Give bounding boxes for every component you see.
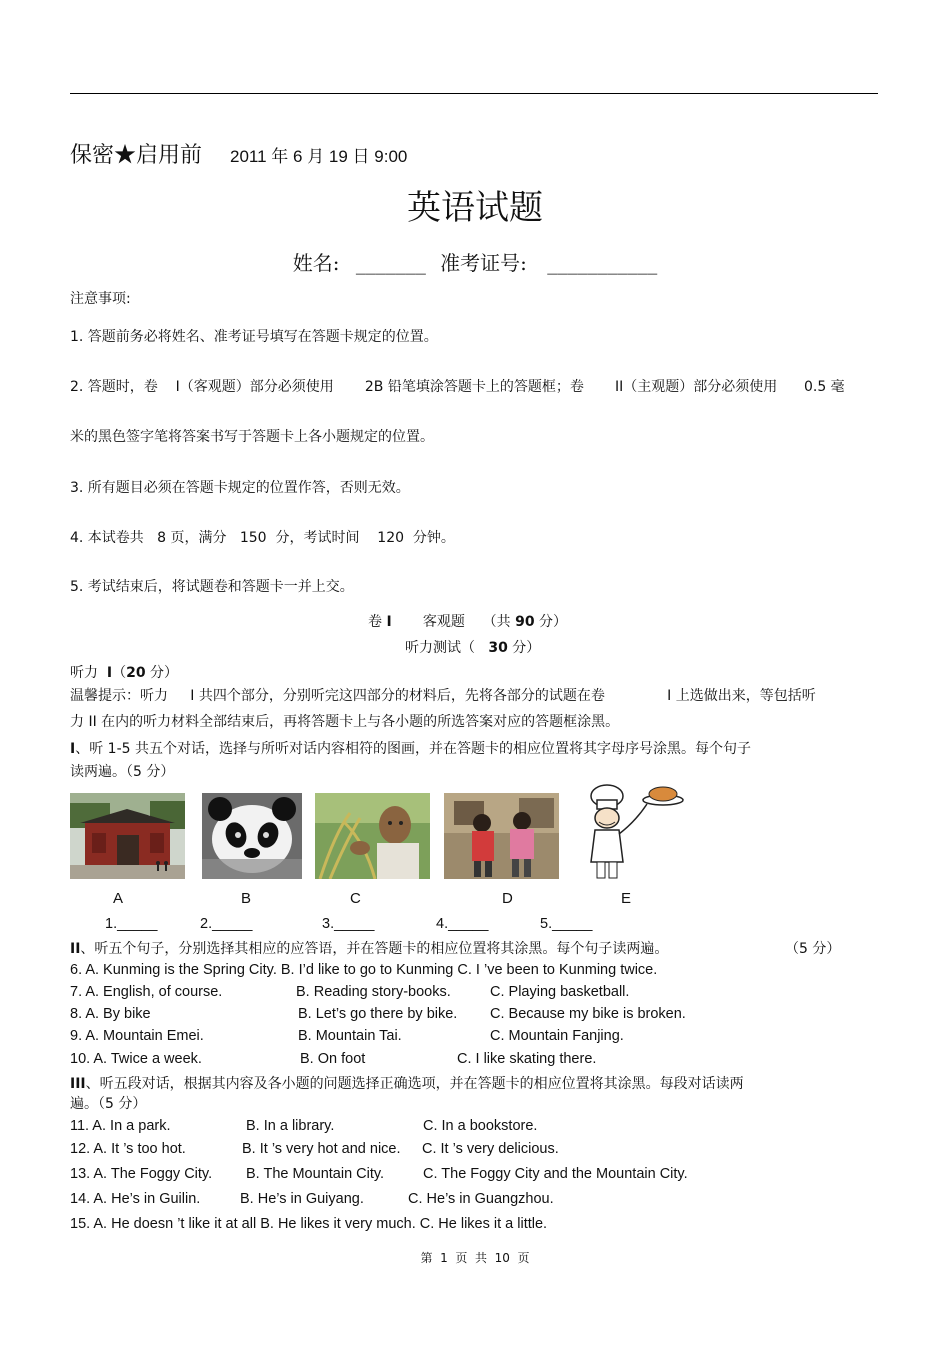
q12-option-a: 12. A. It ’s too hot. bbox=[70, 1141, 186, 1157]
confidential-line bbox=[70, 138, 407, 169]
chef-drawing-icon bbox=[575, 782, 687, 882]
note-2-cont: 米的黑色签字笔将答案书写于答题卡上各小题规定的位置。 bbox=[70, 429, 434, 445]
volume-number: I bbox=[386, 614, 392, 630]
q11-option-b: B. In a library. bbox=[246, 1118, 335, 1134]
part-mid: （ bbox=[112, 665, 127, 681]
part3-line1: 、听五段对话，根据其内容及各小题的问题选择正确选项，并在答题卡的相应位置将其涂黑。每段对话读两 bbox=[85, 1076, 744, 1092]
part3-number: III bbox=[70, 1076, 86, 1092]
part2-score: （5 分） bbox=[785, 941, 841, 957]
part-heading bbox=[70, 662, 178, 682]
q7-option-c: C. Playing basketball. bbox=[490, 984, 630, 1000]
tip-line-1: 温馨提示：听力 I 共四个部分，分别听完这四部分的材料后，先将各部分的试题在卷 I 上选做出来，等包括听 bbox=[70, 688, 816, 704]
volume-suffix: 分） bbox=[534, 614, 568, 630]
q14-option-b: B. He’s in Guiyang. bbox=[240, 1191, 364, 1207]
q13-option-a: 13. A. The Foggy City. bbox=[70, 1166, 213, 1182]
q8-option-c: C. Because my bike is broken. bbox=[490, 1006, 686, 1022]
answer-blank-5[interactable]: 5._____ bbox=[540, 916, 593, 932]
notes-heading: 注意事项: bbox=[70, 291, 131, 307]
part3-instruction-cont: 遍。（5 分） bbox=[70, 1096, 147, 1112]
q9-option-c: C. Mountain Fanjing. bbox=[490, 1028, 624, 1044]
answer-blank-1[interactable]: 1._____ bbox=[105, 916, 158, 932]
part2-number: II bbox=[70, 941, 81, 957]
gate-photo-icon bbox=[70, 793, 185, 879]
note-1: 1. 答题前务必将姓名、准考证号填写在答题卡规定的位置。 bbox=[70, 329, 438, 345]
note-2: 2. 答题时，卷 I（客观题）部分必须使用 2B 铅笔填涂答题卡上的答题框；卷 II（主观题）部分必须使用 0.5 毫 bbox=[70, 379, 845, 395]
q14-option-a: 14. A. He’s in Guilin. bbox=[70, 1191, 201, 1207]
q13-option-b: B. The Mountain City. bbox=[246, 1166, 385, 1182]
q10-option-b: B. On foot bbox=[300, 1051, 366, 1067]
volume-score: 90 bbox=[515, 614, 535, 630]
picture-label-e: E bbox=[621, 890, 632, 907]
id-label: 准考证号: bbox=[440, 251, 527, 275]
part-prefix: 听力 bbox=[70, 665, 107, 681]
part3-instruction bbox=[70, 1073, 744, 1093]
q11-option-a: 11. A. In a park. bbox=[70, 1118, 171, 1134]
question-6: 6. A. Kunming is the Spring City. B. I’d like to go to Kunming C. I ’ve been to Kunming twice. bbox=[70, 962, 658, 978]
exam-datetime: 2011 年 6 月 19 日 9:00 bbox=[230, 147, 408, 166]
q12-option-c: C. It ’s very delicious. bbox=[422, 1141, 559, 1157]
part1-number: I bbox=[70, 741, 76, 757]
listening-suffix: 分） bbox=[507, 640, 541, 656]
q8-option-a: 8. A. By bike bbox=[70, 1006, 151, 1022]
part-number: I bbox=[106, 665, 113, 681]
candidate-info bbox=[0, 247, 950, 276]
page-footer: 第 1 页 共 10 页 bbox=[420, 1251, 530, 1265]
id-blank: ___________ bbox=[547, 251, 658, 275]
children-photo-icon bbox=[444, 793, 559, 879]
part1-line1: 、听 1-5 共五个对话，选择与所听对话内容相符的图画，并在答题卡的相应位置将其字母序号涂黑。每个句子 bbox=[75, 741, 751, 757]
part2-line: 、听五个句子，分别选择其相应的应答语，并在答题卡的相应位置将其涂黑。每个句子读两遍。 bbox=[80, 941, 669, 957]
exam-title: 英语试题 bbox=[407, 188, 543, 228]
q8-option-b: B. Let’s go there by bike. bbox=[298, 1006, 458, 1022]
note-5: 5. 考试结束后，将试题卷和答题卡一并上交。 bbox=[70, 579, 354, 595]
listening-heading bbox=[405, 637, 540, 657]
picture-label-d: D bbox=[502, 890, 513, 907]
picture-label-b: B bbox=[241, 890, 252, 907]
part1-instruction bbox=[70, 738, 751, 758]
q12-option-b: B. It ’s very hot and nice. bbox=[242, 1141, 401, 1157]
volume-prefix: 卷 bbox=[368, 614, 387, 630]
answer-blank-4[interactable]: 4._____ bbox=[436, 916, 489, 932]
volume-mid: 客观题 （共 bbox=[391, 614, 516, 630]
question-15: 15. A. He doesn ’t like it at all B. He likes it very much. C. He likes it a little. bbox=[70, 1216, 548, 1232]
part-score: 20 bbox=[126, 665, 146, 681]
volume-heading bbox=[368, 611, 567, 631]
part-suffix: 分） bbox=[145, 665, 179, 681]
part1-instruction-cont: 读两遍。（5 分） bbox=[70, 764, 175, 780]
confidential-label: 保密★启用前 bbox=[70, 143, 203, 168]
q10-option-c: C. I like skating there. bbox=[457, 1051, 597, 1067]
name-blank: _______ bbox=[355, 251, 426, 275]
q9-option-b: B. Mountain Tai. bbox=[298, 1028, 402, 1044]
q9-option-a: 9. A. Mountain Emei. bbox=[70, 1028, 204, 1044]
q7-option-b: B. Reading story-books. bbox=[296, 984, 451, 1000]
q14-option-c: C. He’s in Guangzhou. bbox=[408, 1191, 554, 1207]
part2-instruction bbox=[70, 938, 668, 958]
listening-prefix: 听力测试（ bbox=[405, 640, 489, 656]
header-rule bbox=[70, 93, 878, 94]
picture-label-c: C bbox=[350, 890, 361, 907]
answer-blank-3[interactable]: 3._____ bbox=[322, 916, 375, 932]
q7-option-a: 7. A. English, of course. bbox=[70, 984, 223, 1000]
note-4: 4. 本试卷共 8 页，满分 150 分，考试时间 120 分钟。 bbox=[70, 530, 455, 546]
name-label: 姓名: bbox=[292, 251, 340, 275]
q11-option-c: C. In a bookstore. bbox=[423, 1118, 538, 1134]
farmer-rice-photo-icon bbox=[315, 793, 430, 879]
tip-line-2: 力 II 在内的听力材料全部结束后，再将答题卡上与各小题的所选答案对应的答题框涂黑。 bbox=[70, 714, 620, 730]
note-3: 3. 所有题目必须在答题卡规定的位置作答，否则无效。 bbox=[70, 480, 410, 496]
panda-photo-icon bbox=[202, 793, 302, 879]
listening-score: 30 bbox=[488, 640, 508, 656]
q10-option-a: 10. A. Twice a week. bbox=[70, 1051, 202, 1067]
answer-blank-2[interactable]: 2._____ bbox=[200, 916, 253, 932]
q13-option-c: C. The Foggy City and the Mountain City. bbox=[423, 1166, 688, 1182]
picture-label-a: A bbox=[113, 890, 124, 907]
